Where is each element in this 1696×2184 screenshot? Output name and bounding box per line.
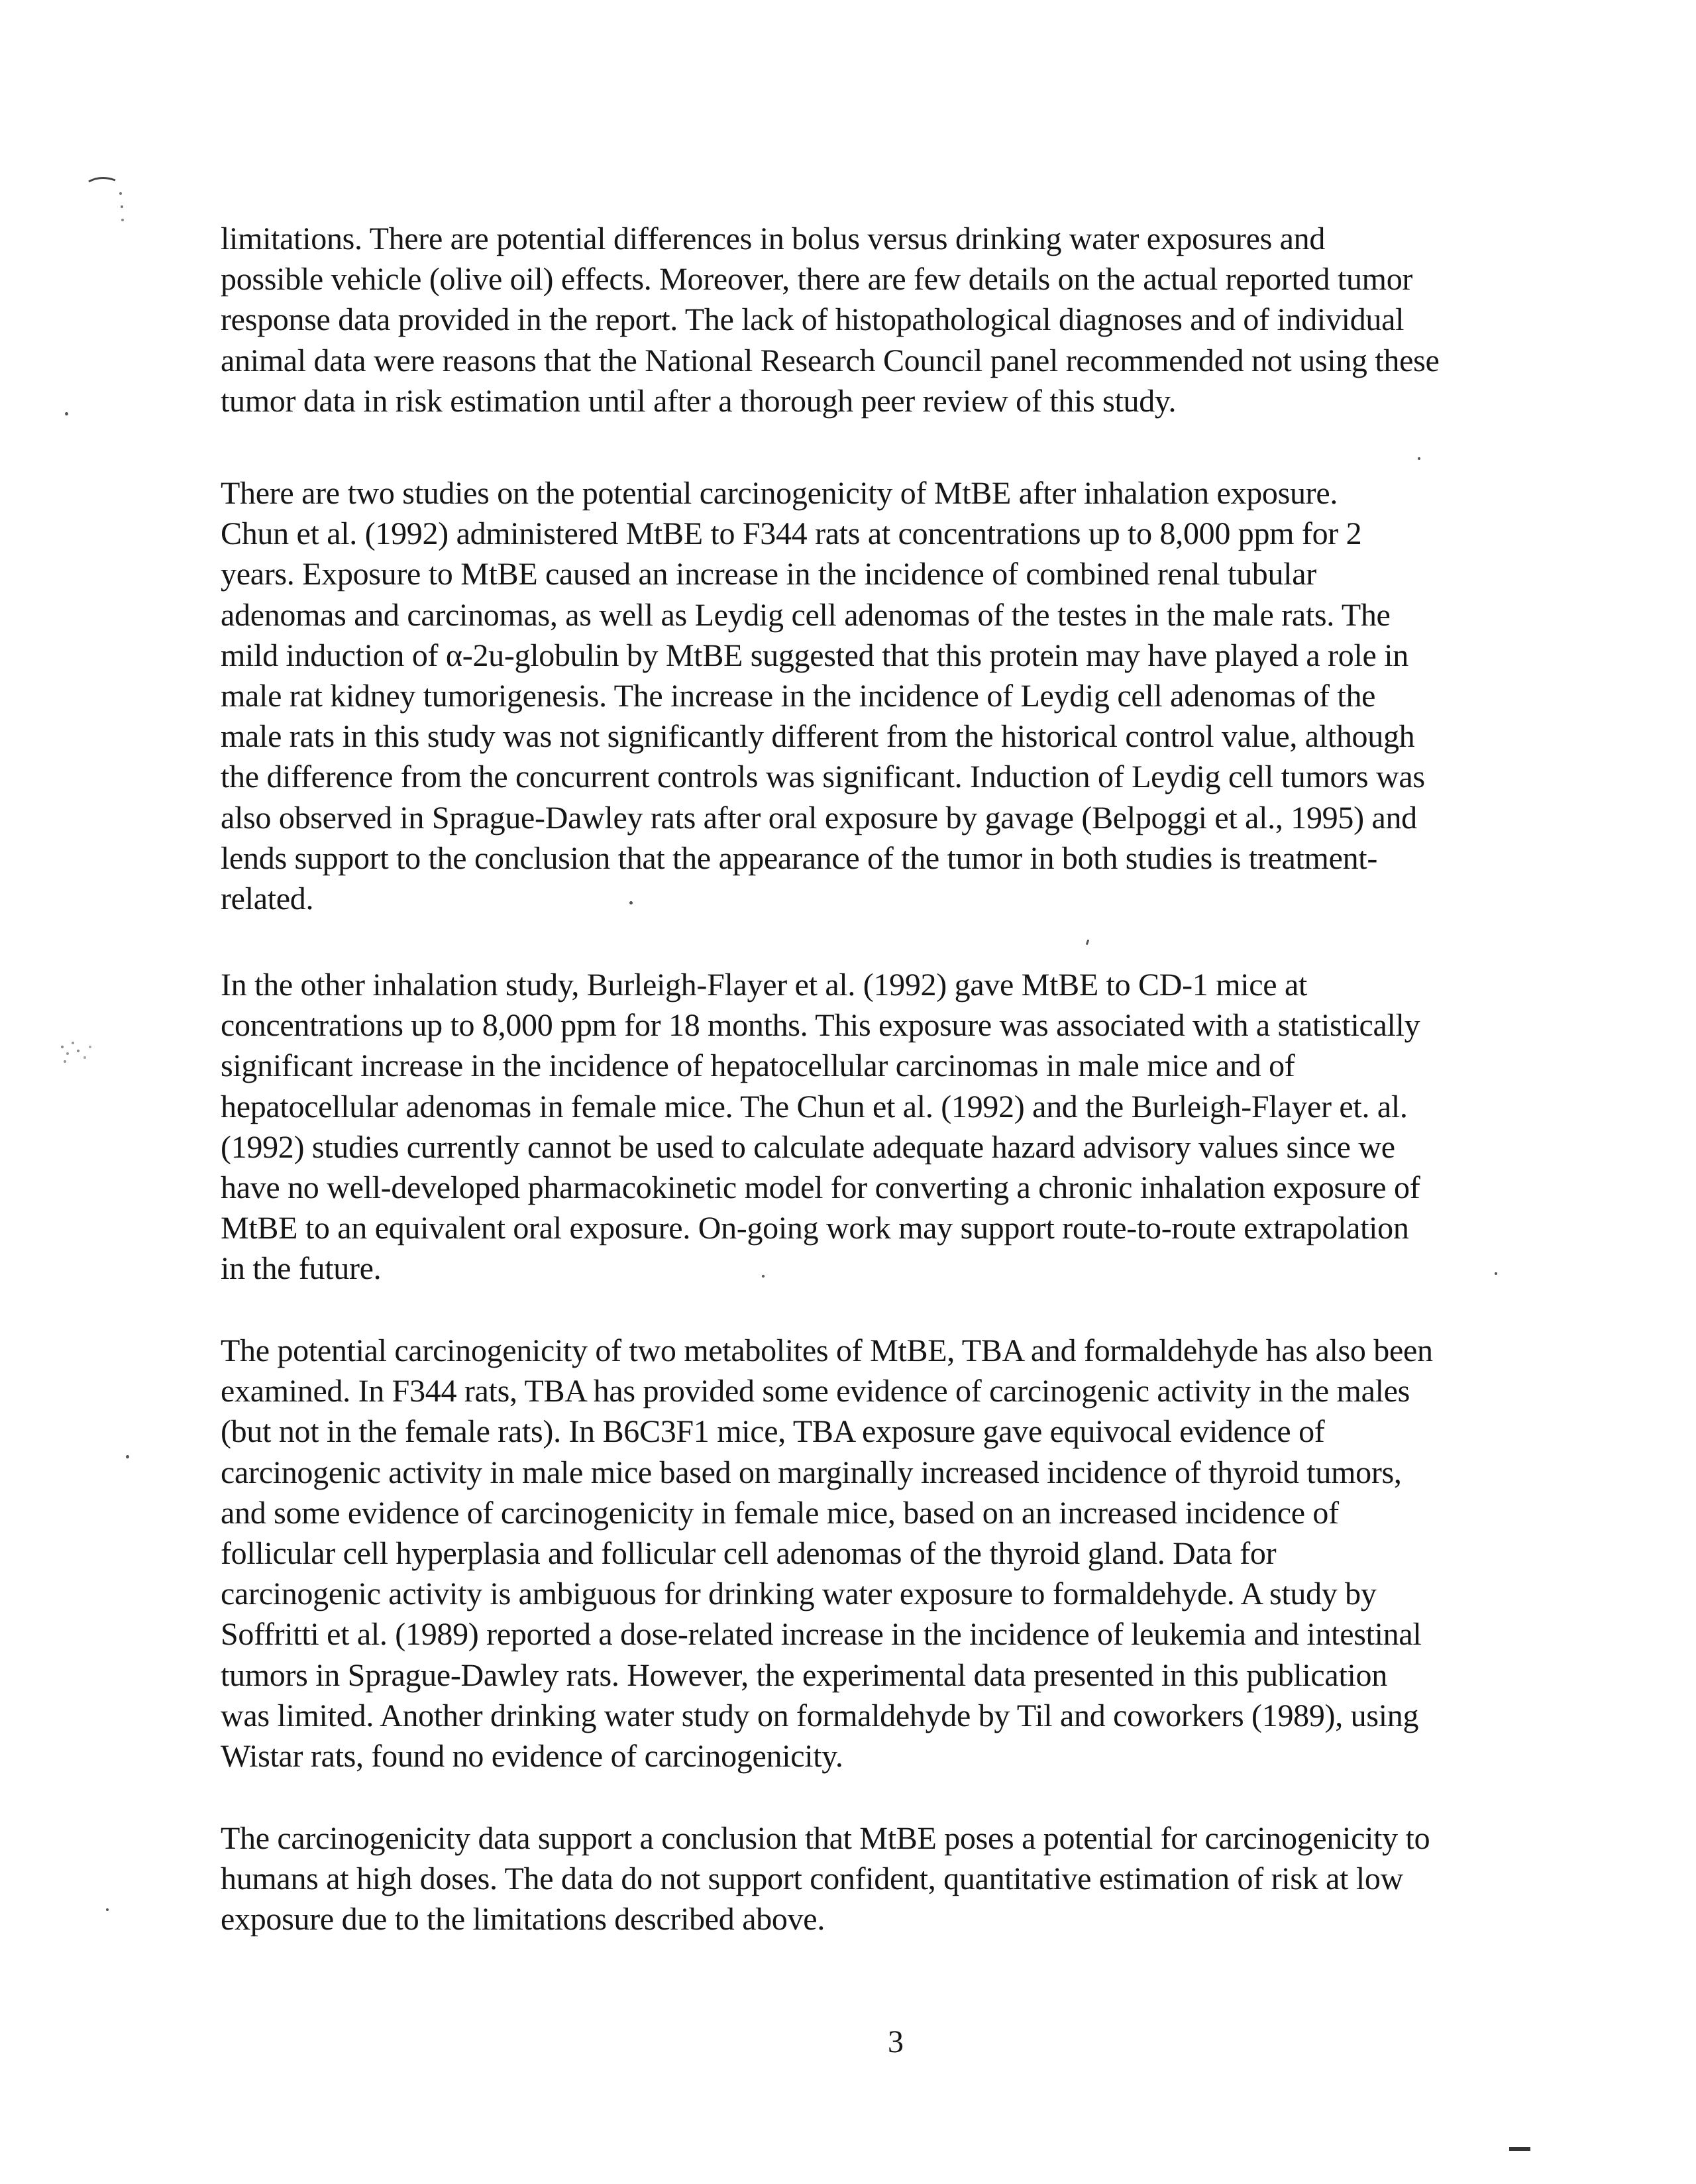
page-number: 3 — [888, 2024, 904, 2059]
body-paragraph-3: In the other inhalation study, Burleigh-Flayer et al. (1992) gave MtBE to CD-1 mice at concentrations up to 8,000 ppm for 18 months. This exposure was associated with a statistically significant increase in the incidence of hepatocellular carcinomas in male mice and of hepatocellular adenomas in female mice. The Chun et al. (1992) and the Burleigh-Flayer et. al. (1992) studies currently cannot be used to calculate adequate hazard advisory values since we have no well-developed pharmacokinetic model for converting a chronic inhalation exposure of MtBE to an equivalent oral exposure. On-going work may support route-to-route extrapolation in the future. — [221, 967, 1420, 1287]
body-paragraph-4: The potential carcinogenicity of two metabolites of MtBE, TBA and formaldehyde has also been examined. In F344 rats, TBA has provided some evidence of carcinogenic activity in the males (but not in the female rats). In B6C3F1 mice, TBA exposure gave equivocal evidence of carcinogenic activity in male mice based on marginally increased incidence of thyroid tumors, and some evidence of carcinogenicity in female mice, based on an increased incidence of follicular cell hyperplasia and follicular cell adenomas of the thyroid gland. Data for carcinogenic activity is ambiguous for drinking water exposure to formaldehyde. A study by Soffritti et al. (1989) reported a dose-related increase in the incidence of leukemia and intestinal tumors in Sprague-Dawley rats. However, the experimental data presented in this publication was limited. Another drinking water study on formaldehyde by Til and coworkers (1989), using Wistar rats, found no evidence of carcinogenicity. — [221, 1333, 1433, 1774]
scan-mark — [86, 174, 127, 233]
scan-speck — [106, 1908, 109, 1911]
scan-speck — [126, 1455, 129, 1458]
body-paragraph-2: There are two studies on the potential carcinogenicity of MtBE after inhalation exposure. Chun et al. (1992) administered MtBE to F344 rats at concentrations up to 8,000 ppm for 2 years. Exposure to MtBE caused an increase in the incidence of combined renal tubular adenomas and carcinomas, as well as Leydig cell adenomas of the testes in the male rats. The mild induction of α-2u-globulin by MtBE suggested that this protein may have played a role in male rat kidney tumorigenesis. The increase in the incidence of Leydig cell adenomas of the male rats in this study was not significantly different from the historical control value, although the difference from the concurrent controls was significant. Induction of Leydig cell tumors was also observed in Sprague-Dawley rats after oral exposure by gavage (Belpoggi et al., 1995) and lends support to the conclusion that the appearance of the tumor in both studies is treatment- related. — [221, 476, 1425, 917]
scan-speck — [1418, 457, 1420, 460]
scan-dash — [1509, 2147, 1530, 2151]
body-paragraph-1: limitations. There are potential differences in bolus versus drinking water exposures and possible vehicle (olive oil) effects. Moreover, there are few details on the actual reported tumor response data provided in the report. The lack of histopathological diagnoses and of individual animal data were reasons that the National Research Council panel recommended not using these tumor data in risk estimation until after a thorough peer review of this study. — [221, 221, 1440, 419]
scan-speck — [65, 412, 68, 415]
body-paragraph-5: The carcinogenicity data support a conclusion that MtBE poses a potential for carcinogenicity to humans at high doses. The data do not support confident, quantitative estimation of risk at low exposure due to the limitations described above. — [221, 1821, 1430, 1938]
scan-speck — [1086, 940, 1090, 946]
scan-smudge — [56, 1034, 109, 1071]
